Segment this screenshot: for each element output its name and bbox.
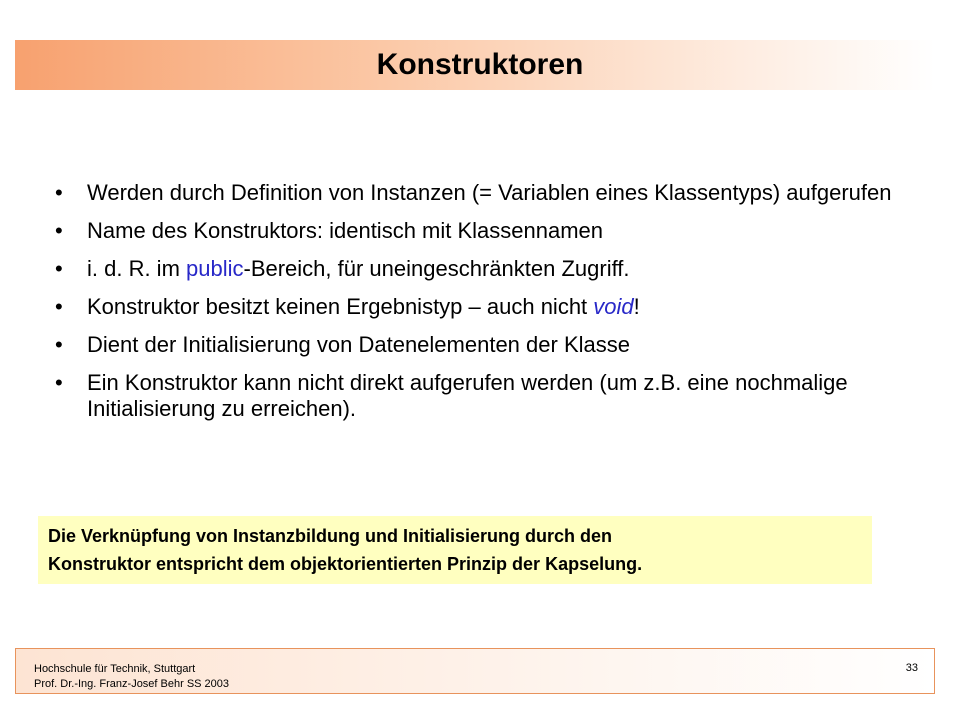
footer-institution: Hochschule für Technik, Stuttgart [34,663,196,675]
bullet-text-suffix: -Bereich, für uneingeschränkten Zugriff. [243,256,630,281]
bullet-dot: • [55,180,63,205]
bullet-item [55,294,915,320]
keyword-public: public [186,256,244,281]
bullet-text-prefix: i. d. R. im [87,256,187,281]
bullet-item [55,180,915,206]
footer-credits [34,662,229,692]
bullet-item [55,370,915,422]
bullet-dot: • [55,256,63,281]
footer-author: Prof. Dr.-Ing. Franz-Josef Behr SS 2003 [34,678,230,690]
note-box [38,516,872,584]
bullet-text: Name des Konstruktors: identisch mit Klassennamen [87,218,604,243]
bullet-item [55,218,915,244]
bullet-dot: • [55,294,63,319]
page-number: 33 [905,662,918,674]
bullet-text: Dient der Initialisierung von Datenelementen der Klasse [87,332,630,357]
bullet-text-prefix: Konstruktor besitzt keinen Ergebnistyp – auch nicht [87,294,594,319]
note-line: Konstruktor entspricht dem objektorientierten Prinzip der Kapselung. [48,554,643,574]
bullet-dot: • [55,218,63,243]
bullet-dot: • [55,332,63,357]
footer [15,648,935,694]
note-line: Die Verknüpfung von Instanzbildung und Initialisierung durch den [48,526,613,546]
bullet-text-suffix: ! [633,294,640,319]
slide-title: Konstruktoren [376,48,584,81]
bullet-text: Ein Konstruktor kann nicht direkt aufgerufen werden (um z.B. eine nochmalige Initialisierung zu erreichen). [87,370,848,421]
bullet-item [55,332,915,358]
bullet-text: Werden durch Definition von Instanzen (= Variablen eines Klassentyps) aufgerufen [87,180,892,205]
bullet-dot: • [55,370,63,395]
keyword-void: void [593,294,634,319]
bullet-item [55,256,915,282]
bullet-list [55,180,915,434]
